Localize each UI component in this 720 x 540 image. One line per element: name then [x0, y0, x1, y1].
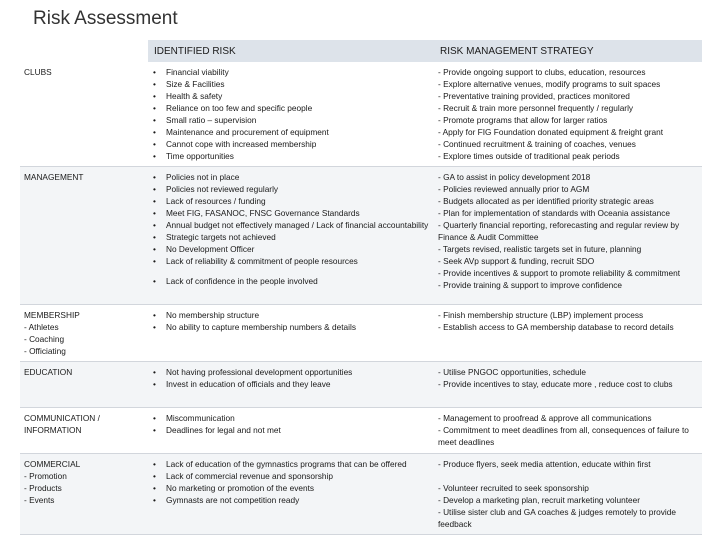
- category-cell: [20, 62, 148, 167]
- risk-item: • Meet FIG, FASANOC, FNSC Governance Standards: [152, 207, 430, 219]
- strategy-item: - Plan for implementation of standards with Oceania assistance: [438, 208, 670, 218]
- risk-item: • Time opportunities: [152, 150, 430, 162]
- category-sub-label: - Athletes: [24, 322, 59, 332]
- risk-list: [152, 171, 430, 287]
- strategy-cell: [434, 454, 702, 535]
- risk-item: • No Development Officer: [152, 243, 430, 255]
- strategy-item: - Develop a marketing plan, recruit marketing volunteer: [438, 495, 640, 505]
- risk-item: • Strategic targets not achieved: [152, 231, 430, 243]
- strategy-spacer: [438, 470, 698, 482]
- table-row: [20, 362, 702, 408]
- category-label: INFORMATION: [24, 425, 82, 435]
- risk-cell: [148, 305, 434, 362]
- strategy-item: - Management to proofread & approve all communications: [438, 413, 652, 423]
- strategy-item: - Seek AVp support & funding, recruit SDO: [438, 256, 595, 266]
- strategy-item: - Finish membership structure (LBP) implement process: [438, 310, 644, 320]
- category-cell: [20, 167, 148, 305]
- category-sub-label: - Coaching: [24, 334, 65, 344]
- category-cell: [20, 454, 148, 535]
- category-sub-label: - Officiating: [24, 346, 66, 356]
- strategy-item: - GA to assist in policy development 2018: [438, 172, 591, 182]
- strategy-item: - Provide ongoing support to clubs, education, resources: [438, 67, 646, 77]
- risk-cell: [148, 167, 434, 305]
- risk-list: [152, 412, 430, 436]
- risk-item: • Lack of resources / funding: [152, 195, 430, 207]
- risk-cell: [148, 62, 434, 167]
- risk-item: • Miscommunication: [152, 412, 430, 424]
- strategy-item: - Apply for FIG Foundation donated equipment & freight grant: [438, 127, 664, 137]
- strategy-item: - Commitment to meet deadlines from all, consequences of failure to meet deadlines: [438, 425, 689, 447]
- page-title: Risk Assessment: [33, 8, 178, 29]
- strategy-item: - Explore times outside of traditional peak periods: [438, 151, 620, 161]
- strategy-item: - Establish access to GA membership database to record details: [438, 322, 674, 332]
- header-risk-strategy: RISK MANAGEMENT STRATEGY: [434, 40, 702, 62]
- risk-item: • Not having professional development opportunities: [152, 366, 430, 378]
- strategy-item: - Utilise PNGOC opportunities, schedule: [438, 367, 587, 377]
- strategy-item: - Quarterly financial reporting, reforecasting and regular review by Finance & Audit Committee: [438, 220, 680, 242]
- strategy-item: - Budgets allocated as per identified priority strategic areas: [438, 196, 654, 206]
- strategy-cell: [434, 362, 702, 408]
- category-cell: [20, 305, 148, 362]
- risk-item: • Lack of education of the gymnastics programs that can be offered: [152, 458, 430, 470]
- risk-item: • No membership structure: [152, 309, 430, 321]
- strategy-cell: [434, 167, 702, 305]
- strategy-item: - Preventative training provided, practices monitored: [438, 91, 630, 101]
- category-cell: [20, 408, 148, 454]
- risk-item: • Policies not reviewed regularly: [152, 183, 430, 195]
- category-label: MANAGEMENT: [24, 172, 84, 182]
- strategy-item: - Utilise sister club and GA coaches & judges remotely to provide feedback: [438, 507, 676, 529]
- risk-item: • Annual budget not effectively managed / Lack of financial accountability: [152, 219, 430, 231]
- table-row: [20, 62, 702, 167]
- risk-item: • Deadlines for legal and not met: [152, 424, 430, 436]
- risk-item: • Financial viability: [152, 66, 430, 78]
- strategy-item: - Continued recruitment & training of coaches, venues: [438, 139, 636, 149]
- strategy-item: - Policies reviewed annually prior to AGM: [438, 184, 590, 194]
- table-row: [20, 305, 702, 362]
- category-label: MEMBERSHIP: [24, 310, 80, 320]
- strategy-item: - Volunteer recruited to seek sponsorship: [438, 483, 589, 493]
- risk-list: [152, 366, 430, 390]
- category-label: COMMUNICATION /: [24, 413, 100, 423]
- category-label: COMMERCIAL: [24, 459, 81, 469]
- risk-list: [152, 66, 430, 162]
- risk-item: • Size & Facilities: [152, 78, 430, 90]
- risk-item: • Maintenance and procurement of equipment: [152, 126, 430, 138]
- risk-item: • Lack of reliability & commitment of people resources: [152, 255, 430, 267]
- risk-item: • Small ratio – supervision: [152, 114, 430, 126]
- strategy-item: - Provide training & support to improve confidence: [438, 280, 623, 290]
- strategy-cell: [434, 305, 702, 362]
- risk-cell: [148, 362, 434, 408]
- risk-item: • Lack of confidence in the people involved: [152, 275, 430, 287]
- risk-item: • Cannot cope with increased membership: [152, 138, 430, 150]
- table-row: [20, 408, 702, 454]
- strategy-cell: [434, 408, 702, 454]
- strategy-cell: [434, 62, 702, 167]
- category-sub-label: - Products: [24, 483, 62, 493]
- risk-list: [152, 309, 430, 333]
- risk-list: [152, 458, 430, 506]
- strategy-item: - Targets revised, realistic targets set in future, planning: [438, 244, 642, 254]
- category-sub-label: - Events: [24, 495, 55, 505]
- category-label: EDUCATION: [24, 367, 73, 377]
- risk-item: • Health & safety: [152, 90, 430, 102]
- header-category: [20, 40, 148, 62]
- category-label: CLUBS: [24, 67, 52, 77]
- risk-item: • Policies not in place: [152, 171, 430, 183]
- strategy-item: - Recruit & train more personnel frequently / regularly: [438, 103, 634, 113]
- risk-cell: [148, 408, 434, 454]
- strategy-item: - Provide incentives & support to promote reliability & commitment: [438, 268, 681, 278]
- category-cell: [20, 362, 148, 408]
- table-row: [20, 454, 702, 535]
- risk-table: [20, 40, 702, 535]
- risk-item: • No marketing or promotion of the events: [152, 482, 430, 494]
- risk-item: • Gymnasts are not competition ready: [152, 494, 430, 506]
- risk-item: • Reliance on too few and specific people: [152, 102, 430, 114]
- risk-item: • Lack of commercial revenue and sponsorship: [152, 470, 430, 482]
- strategy-item: - Promote programs that allow for larger ratios: [438, 115, 608, 125]
- risk-cell: [148, 454, 434, 535]
- strategy-item: - Provide incentives to stay, educate more , reduce cost to clubs: [438, 379, 673, 389]
- header-identified-risk: IDENTIFIED RISK: [148, 40, 434, 62]
- risk-item: • Invest in education of officials and they leave: [152, 378, 430, 390]
- risk-item: • No ability to capture membership numbers & details: [152, 321, 430, 333]
- strategy-item: - Produce flyers, seek media attention, educate within first: [438, 459, 651, 469]
- category-sub-label: - Promotion: [24, 471, 67, 481]
- table-header-row: [20, 40, 702, 62]
- table-row: [20, 167, 702, 305]
- strategy-item: - Explore alternative venues, modify programs to suit spaces: [438, 79, 661, 89]
